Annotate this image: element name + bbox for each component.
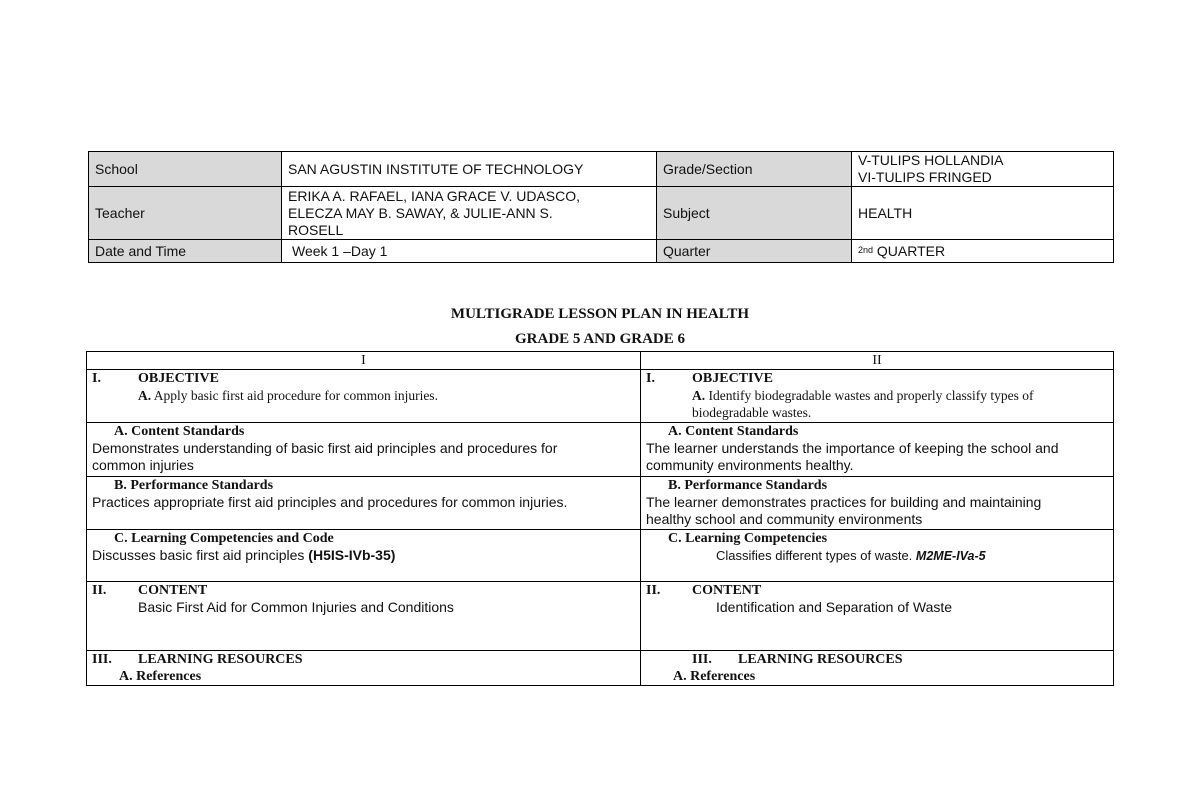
content-cell-left <box>87 582 641 651</box>
learning-resources-heading-right: III. LEARNING RESOURCES <box>692 652 903 667</box>
performance-standards-row <box>87 477 1114 530</box>
info-row-teacher <box>89 187 1114 240</box>
learning-resources-cell-left <box>87 651 641 686</box>
plan-subtitle: GRADE 5 AND GRADE 6 <box>514 331 685 347</box>
quarter-text: QUARTER <box>876 242 946 259</box>
performance-standards-heading-right: B. Performance Standards <box>668 478 828 493</box>
quarter-value <box>852 240 1114 263</box>
performance-standards-cell-right <box>641 477 1114 530</box>
quarter-label: Quarter <box>657 240 852 263</box>
date-value-text: Week 1 –Day 1 <box>292 242 388 259</box>
competencies-text-right: Classifies different types of waste. M2ME-IVa-5 <box>716 548 986 563</box>
grade-section-line-2: VI-TULIPS FRINGED <box>858 169 992 185</box>
learning-resources-cell-right <box>641 651 1114 686</box>
teacher-line-2: ELECZA MAY B. SAWAY, & JULIE-ANN S. <box>288 204 553 221</box>
objective-cell-left <box>87 370 641 423</box>
content-row <box>87 582 1114 651</box>
performance-standards-line-2-right: healthy school and community environments <box>646 511 923 527</box>
quarter-superscript: 2nd <box>858 244 874 255</box>
info-row-school <box>89 152 1114 187</box>
grade-column-header-row <box>87 352 1114 370</box>
grade-section-label: Grade/Section <box>657 152 852 187</box>
school-info-table <box>88 151 1114 263</box>
performance-standards-text-left: Practices appropriate first aid principles and procedures for common injuries. <box>92 494 568 510</box>
competencies-heading-left: C. Learning Competencies and Code <box>114 531 334 546</box>
lesson-plan-table <box>86 351 1114 686</box>
teacher-line-3: ROSELL <box>288 221 344 238</box>
content-standards-line-1-left: Demonstrates understanding of basic first aid principles and procedures for <box>92 440 558 456</box>
competency-code-right: M2ME-IVa-5 <box>915 549 986 563</box>
teacher-line-1: ERIKA A. RAFAEL, IANA GRACE V. UDASCO, <box>288 187 581 204</box>
content-cell-right <box>641 582 1114 651</box>
content-standards-row <box>87 423 1114 477</box>
objective-cell-right <box>641 370 1114 423</box>
competencies-cell-right <box>641 530 1114 582</box>
grade-section-line-1: V-TULIPS HOLLANDIA <box>858 152 1004 168</box>
column-header-grade-5: I <box>87 352 641 370</box>
objective-text-right: A. Identify biodegradable wastes and properly classify types of <box>692 388 1034 403</box>
objective-text-left: A. Apply basic first aid procedure for common injuries. <box>138 388 438 403</box>
performance-standards-line-1-right: The learner demonstrates practices for building and maintaining <box>646 494 1042 510</box>
school-label: School <box>89 152 282 187</box>
teacher-label: Teacher <box>89 187 282 240</box>
competencies-row <box>87 530 1114 582</box>
school-value: SAN AGUSTIN INSTITUTE OF TECHNOLOGY <box>282 152 657 187</box>
competencies-text-left: Discusses basic first aid principles (H5IS-IVb-35) <box>92 547 396 563</box>
subject-label: Subject <box>657 187 852 240</box>
content-heading-right: II. CONTENT <box>646 583 762 598</box>
content-standards-cell-left <box>87 423 641 477</box>
references-heading-left: A. References <box>119 669 202 684</box>
performance-standards-heading-left: B. Performance Standards <box>114 478 274 493</box>
content-standards-line-1-right: The learner understands the importance of keeping the school and <box>646 440 1059 456</box>
info-row-date <box>89 240 1114 263</box>
references-heading-right: A. References <box>673 669 756 684</box>
content-text-left: Basic First Aid for Common Injuries and Conditions <box>138 599 454 615</box>
competency-code-left: (H5IS-IVb-35) <box>308 547 396 563</box>
teacher-value <box>282 187 657 240</box>
content-standards-heading-left: A. Content Standards <box>114 424 245 439</box>
plan-title: MULTIGRADE LESSON PLAN IN HEALTH <box>450 306 750 322</box>
learning-resources-row <box>87 651 1114 686</box>
content-standards-cell-right <box>641 423 1114 477</box>
content-standards-line-2-left: common injuries <box>92 457 194 473</box>
competencies-heading-right: C. Learning Competencies <box>668 531 828 546</box>
learning-resources-heading-left: III. LEARNING RESOURCES <box>92 652 303 667</box>
column-header-grade-6: II <box>641 352 1114 370</box>
date-value <box>282 240 657 263</box>
content-standards-heading-right: A. Content Standards <box>668 424 799 439</box>
content-text-right: Identification and Separation of Waste <box>716 599 953 615</box>
content-heading-left: II. CONTENT <box>92 583 208 598</box>
subject-value: HEALTH <box>852 187 1114 240</box>
performance-standards-cell-left <box>87 477 641 530</box>
objective-heading-left: I. OBJECTIVE <box>92 371 219 386</box>
competencies-cell-left <box>87 530 641 582</box>
grade-section-value <box>852 152 1114 187</box>
objective-text-right-line-2: biodegradable wastes. <box>692 405 812 420</box>
content-standards-line-2-right: community environments healthy. <box>646 457 854 473</box>
objective-row <box>87 370 1114 423</box>
date-label: Date and Time <box>89 240 282 263</box>
objective-heading-right: I. OBJECTIVE <box>646 371 773 386</box>
